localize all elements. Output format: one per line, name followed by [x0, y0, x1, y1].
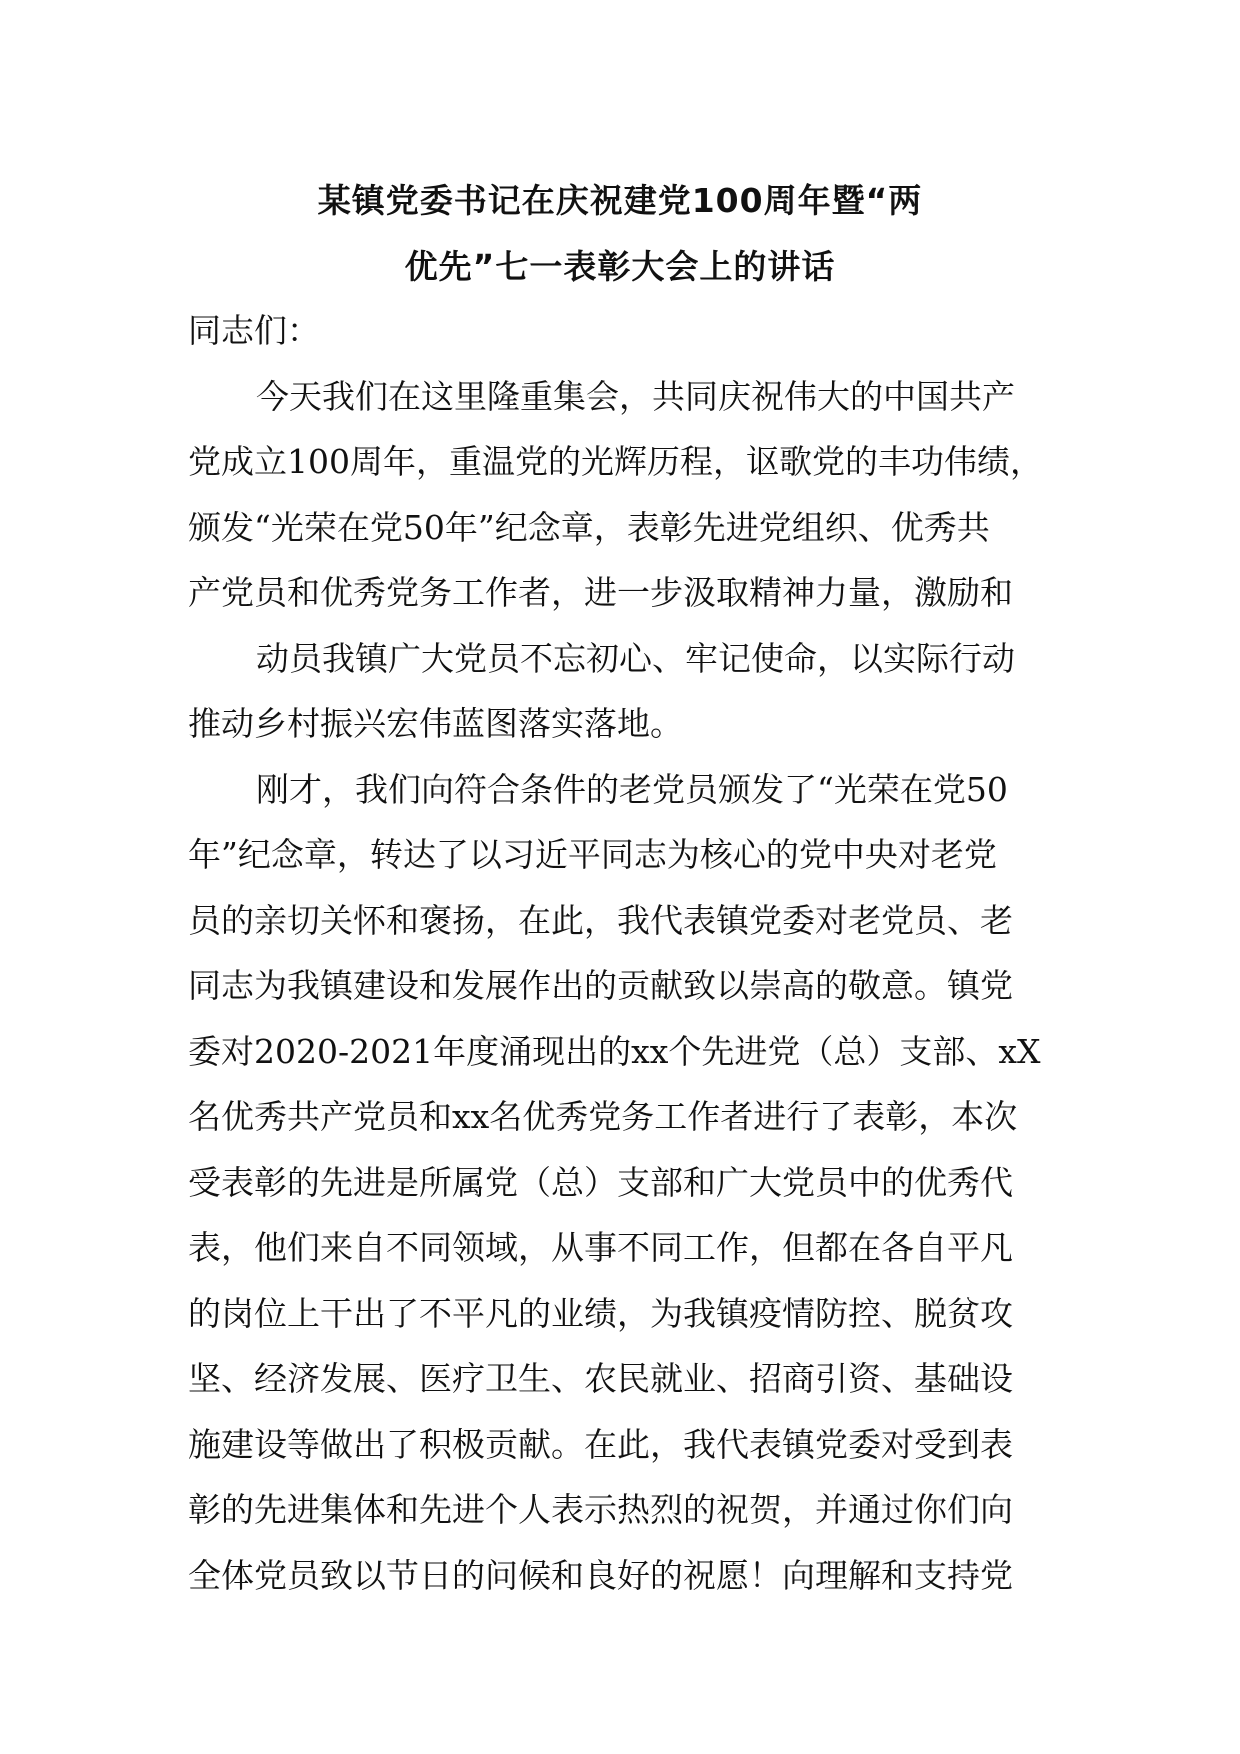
title-line: 某镇党委书记在庆祝建党100周年暨“两 [317, 181, 923, 220]
paragraph-3 [188, 757, 1058, 1609]
paragraph-line: 刚才，我们向符合条件的老党员颁发了“光荣在党50 [256, 769, 1008, 809]
paragraph-line: 表，他们来自不同领域，从事不同工作，但都在各自平凡 [188, 1228, 1013, 1267]
paragraph-line: 推动乡村振兴宏伟蓝图落实落地。 [188, 704, 683, 743]
paragraph-line: 受表彰的先进是所属党（总）支部和广大党员中的优秀代 [188, 1162, 1013, 1202]
paragraph-2 [188, 626, 1058, 757]
paragraph-line: 施建设等做出了积极贡献。在此，我代表镇党委对受到表 [188, 1424, 1013, 1464]
paragraph-line: 员的亲切关怀和褒扬，在此，我代表镇党委对老党员、老 [188, 900, 1013, 940]
paragraph-1 [188, 364, 1058, 626]
paragraph-line: 同志为我镇建设和发展作出的贡献致以崇高的敬意。镇党 [188, 966, 1013, 1005]
paragraph-line: 全体党员致以节日的问候和良好的祝愿！向理解和支持党 [188, 1555, 1013, 1595]
paragraph-line: 坚、经济发展、医疗卫生、农民就业、招商引资、基础设 [188, 1359, 1013, 1398]
salutation: 同志们： [188, 311, 320, 350]
paragraph-line: 党成立100周年，重温党的光辉历程，讴歌党的丰功伟绩， [188, 442, 1043, 481]
paragraph-line: 彰的先进集体和先进个人表示热烈的祝贺，并通过你们向 [188, 1490, 1013, 1529]
paragraph-line: 的岗位上干出了不平凡的业绩，为我镇疫情防控、脱贫攻 [188, 1293, 1013, 1333]
paragraph-line: 年”纪念章，转达了以习近平同志为核心的党中央对老党 [188, 835, 997, 874]
paragraph-line: 名优秀共产党员和xx名优秀党务工作者进行了表彰，本次 [188, 1097, 1018, 1136]
paragraph-line: 今天我们在这里隆重集会，共同庆祝伟大的中国共产 [256, 376, 1015, 416]
paragraph-line: 动员我镇广大党员不忘初心、牢记使命，以实际行动 [256, 638, 1015, 678]
paragraph-line: 产党员和优秀党务工作者，进一步汲取精神力量，激励和 [188, 573, 1013, 612]
paragraph-line: 颁发“光荣在党50年”纪念章，表彰先进党组织、优秀共 [188, 507, 990, 547]
document-title [180, 168, 1060, 299]
title-line: 优先”七一表彰大会上的讲话 [404, 246, 836, 286]
document-body [188, 298, 1058, 1608]
paragraph-line: 委对2020-2021年度涌现出的xx个先进党（总）支部、xX [188, 1031, 1041, 1071]
